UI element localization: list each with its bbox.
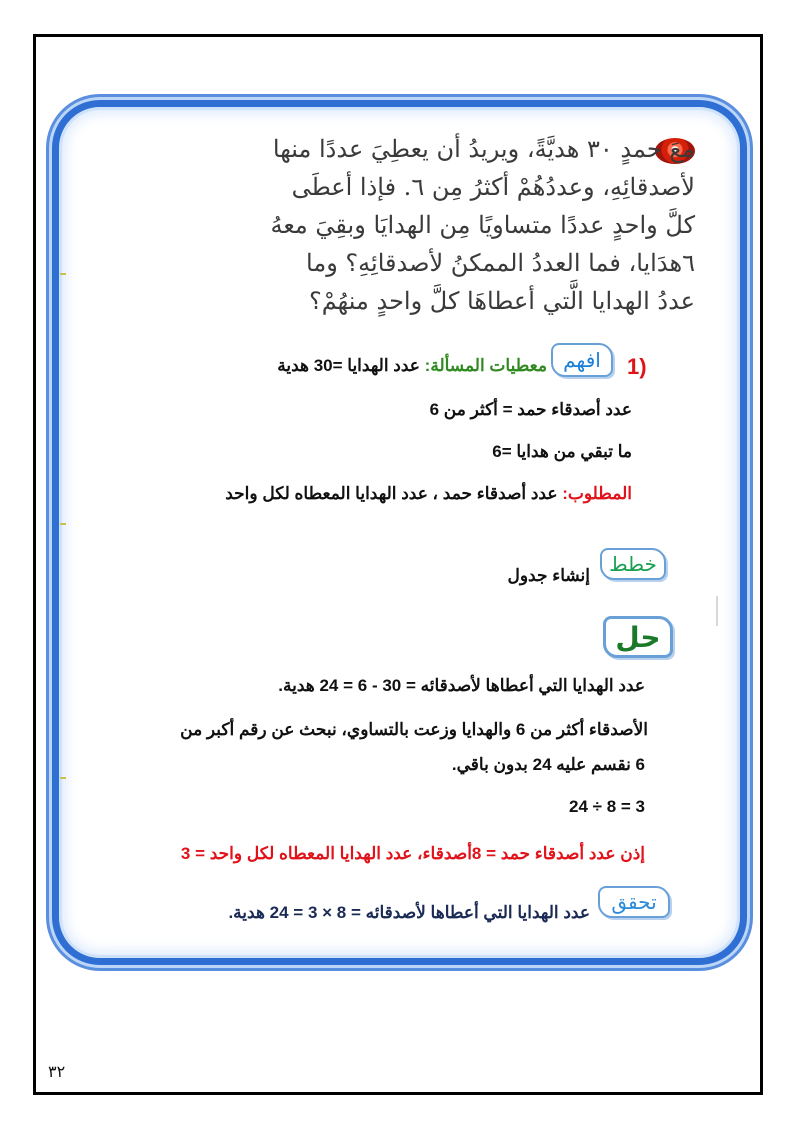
problem-line: ٦هدَايا، فما العددُ الممكنُ لأصدقائِهِ؟ وما (306, 249, 695, 277)
problem-line: عددُ الهدايا الَّتي أعطاهَا كلَّ واحدٍ منهُمْ؟ (308, 287, 695, 315)
problem-line: معَ حمدٍ ٣٠ هديَّةً، ويريدُ أن يعطِيَ عددًا منها (272, 135, 695, 163)
margin-tick (60, 273, 66, 275)
problem-line: كلَّ واحدٍ عددًا متساويًا مِن الهدايَا وبقِيَ معهُ (270, 211, 695, 239)
page-number: ٣٢ (48, 1062, 66, 1081)
solve-line-1: عدد الهدايا التي أعطاها لأصدقائه = 30 - 6 = 24 هدية. (278, 676, 645, 695)
required-text: عدد أصدقاء حمد ، عدد الهدايا المعطاه لكل واحد (225, 484, 558, 503)
step-number: 1) (627, 354, 647, 379)
required-line (225, 484, 632, 504)
problem-line: لأصدقائِهِ، وعددُهُمْ أكثرُ مِن ٦. فإذا أعطَى (291, 173, 695, 201)
givens-line (277, 356, 547, 376)
check-text: عدد الهدايا التي أعطاها لأصدقائه = 8 × 3 = 24 هدية. (228, 903, 590, 922)
required-label: المطلوب: (562, 484, 632, 503)
margin-mark (716, 596, 718, 626)
solve-tag: حل (603, 616, 673, 658)
given-friends: عدد أصدقاء حمد = أكثر من 6 (429, 400, 632, 419)
check-tag: تحقق (598, 886, 670, 918)
margin-tick (60, 523, 66, 525)
plan-tag: خطط (600, 548, 666, 580)
given-gifts: عدد الهدايا =30 هدية (277, 356, 420, 375)
problem-statement (135, 130, 695, 320)
plan-text: إنشاء جدول (507, 566, 590, 585)
understand-tag: افهم (551, 343, 613, 377)
solve-division: 3 = 8 ÷ 24 (568, 797, 645, 816)
solve-line-2: الأصدقاء أكثر من 6 والهدايا وزعت بالتساوي، نبحث عن رقم أكبر من (180, 720, 648, 739)
givens-label: معطيات المسألة: (424, 356, 547, 375)
margin-tick (60, 777, 66, 779)
solve-line-3: 6 نقسم عليه 24 بدون باقي. (451, 755, 645, 774)
solve-conclusion: إذن عدد أصدقاء حمد = 8أصدقاء، عدد الهدايا المعطاه لكل واحد = 3 (180, 844, 645, 863)
given-remaining: ما تبقي من هدايا =6 (492, 442, 632, 461)
